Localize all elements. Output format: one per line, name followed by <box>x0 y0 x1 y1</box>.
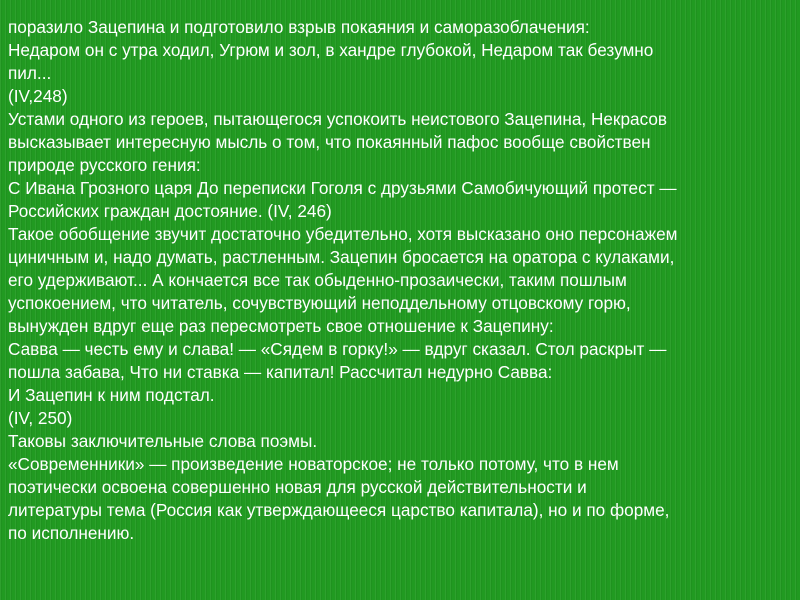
quote-line: И Зацепин к ним подстал. <box>8 385 215 405</box>
quote-line: С Ивана Грозного царя До переписки Гоголя с друзьями Самобичующий протест — <box>8 178 677 198</box>
text-line: успокоением, что читатель, сочувствующий неподдельному отцовскому горю, <box>8 293 631 313</box>
text-line: поразило Зацепина и подготовило взрыв покаяния и саморазоблачения: <box>8 17 590 37</box>
quote-line: пошла забава, Что ни ставка — капитал! Рассчитал недурно Савва: <box>8 362 553 382</box>
text-line: литературы тема (Россия как утверждающееся царство капитала), но и по форме, <box>8 500 670 520</box>
text-line: высказывает интересную мысль о том, что покаянный пафос вообще свойствен <box>8 132 651 152</box>
quote-line: Савва — честь ему и слава! — «Сядем в горку!» — вдруг сказал. Стол раскрыт — <box>8 339 667 359</box>
text-line: Устами одного из героев, пытающегося успокоить неистового Зацепина, Некрасов <box>8 109 668 129</box>
text-line: природе русского гения: <box>8 155 201 175</box>
text-line: Таковы заключительные слова поэмы. <box>8 431 318 451</box>
slide-text-block <box>8 16 796 545</box>
text-line: вынужден вдруг еще раз пересмотреть свое отношение к Зацепину: <box>8 316 554 336</box>
citation-line: (IV, 250) <box>8 408 73 428</box>
text-line: Недаром он с утра ходил, Угрюм и зол, в хандре глубокой, Недаром так безумно <box>8 40 654 60</box>
citation-line: (IV,248) <box>8 86 68 106</box>
text-line: «Современники» — произведение новаторское; не только потому, что в нем <box>8 454 619 474</box>
text-line: пил... <box>8 63 52 83</box>
text-line: его удерживают... А кончается все так обыденно-прозаически, таким пошлым <box>8 270 627 290</box>
text-line: циничным и, надо думать, растленным. Зацепин бросается на оратора с кулаками, <box>8 247 675 267</box>
quote-line: Российских граждан достояние. (IV, 246) <box>8 201 332 221</box>
text-line: Такое обобщение звучит достаточно убедительно, хотя высказано оно персонажем <box>8 224 678 244</box>
text-line: по исполнению. <box>8 523 135 543</box>
text-line: поэтически освоена совершенно новая для русской действительности и <box>8 477 587 497</box>
